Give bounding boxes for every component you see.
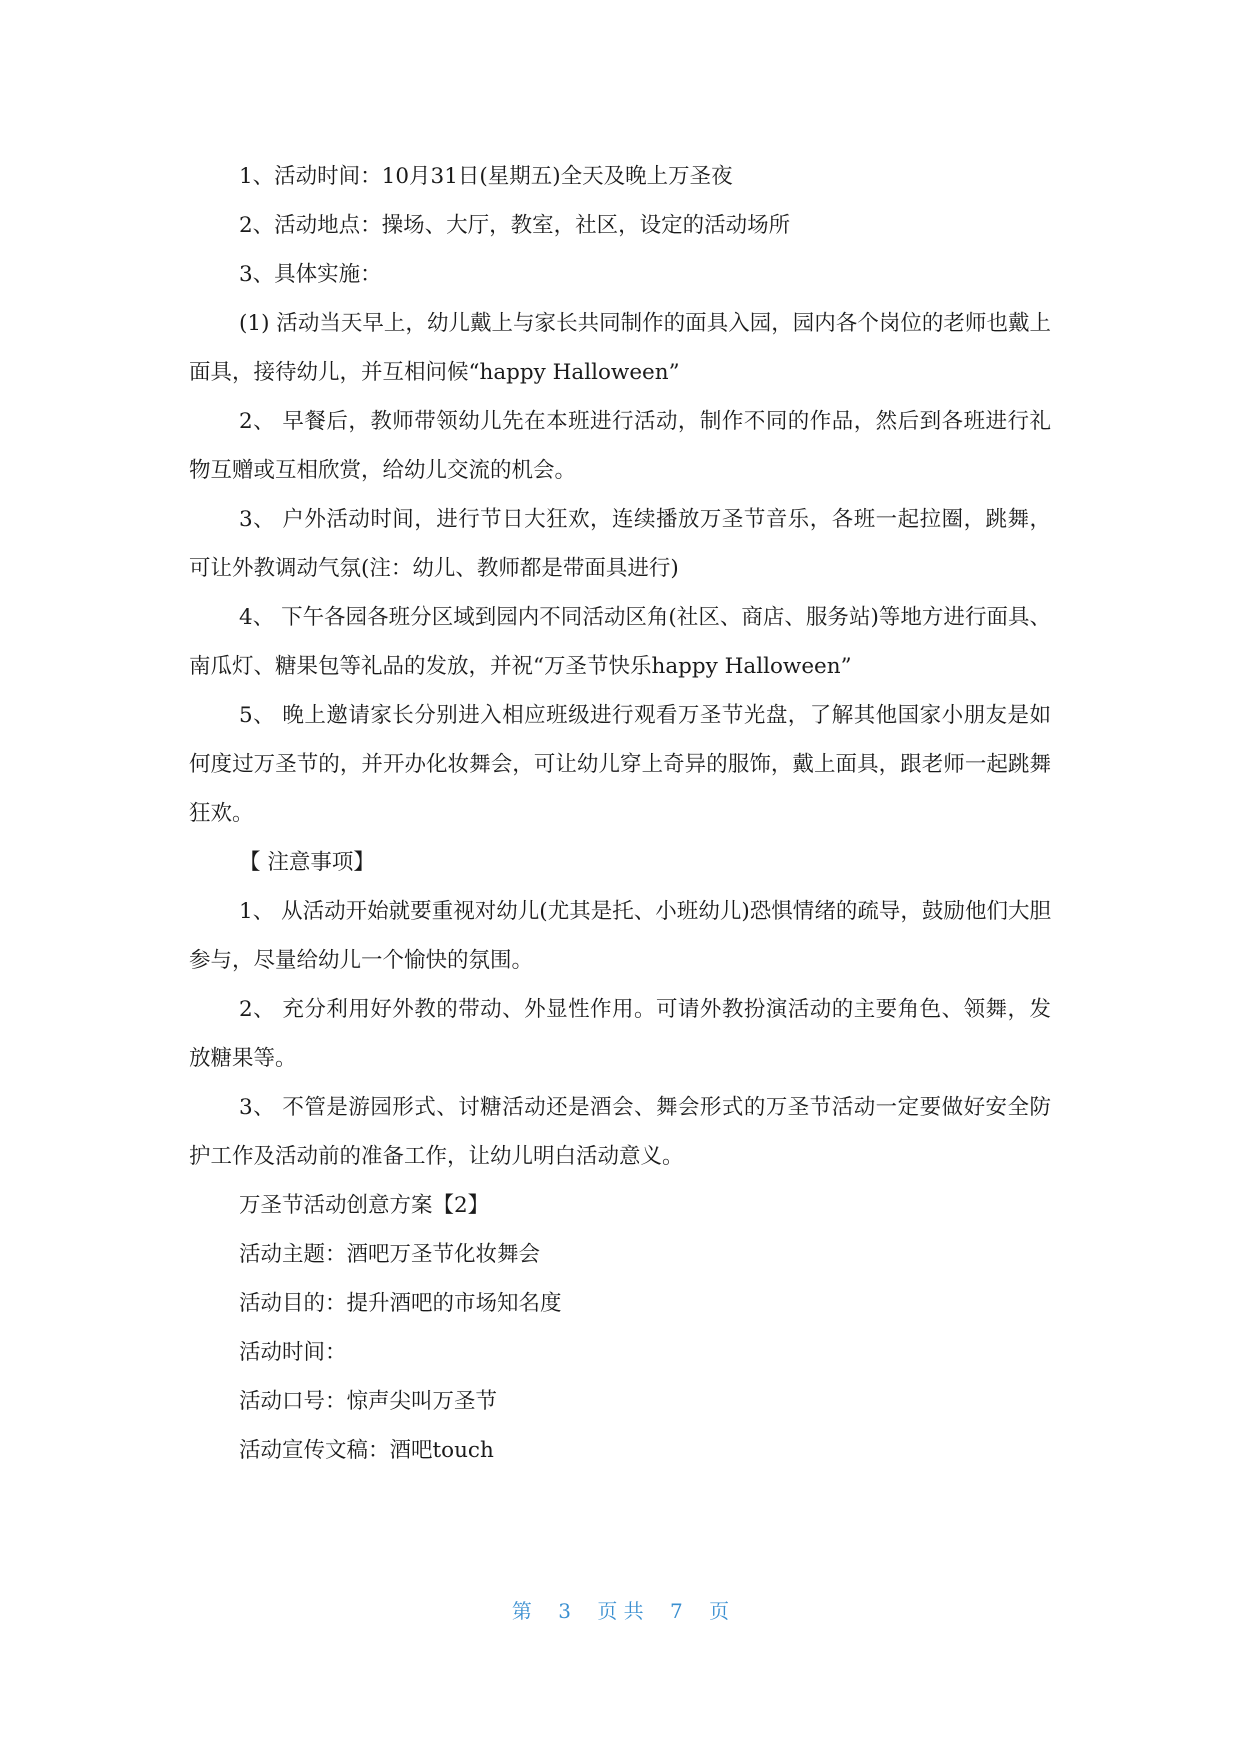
footer-label-total: 页 共 (597, 1599, 644, 1623)
page-footer (0, 1595, 1241, 1624)
paragraph-note-2: 2、 充分利用好外教的带动、外显性作用。可请外教扮演活动的主要角色、领舞，发放糖果等。 (189, 997, 1051, 1071)
paragraph-implementation-heading: 3、具体实施： (239, 262, 382, 287)
paragraph-promo-text: 活动宣传文稿：酒吧touch (239, 1438, 494, 1463)
footer-current-page: 3 (558, 1599, 571, 1623)
paragraph-theme: 活动主题：酒吧万圣节化妆舞会 (239, 1242, 541, 1267)
paragraph-step-2: 2、 早餐后，教师带领幼儿先在本班进行活动，制作不同的作品，然后到各班进行礼物互赠或互相欣赏，给幼儿交流的机会。 (189, 409, 1051, 483)
paragraph-step-1: (1) 活动当天早上，幼儿戴上与家长共同制作的面具入园，园内各个岗位的老师也戴上面具，接待幼儿，并互相问候“happy Halloween” (189, 311, 1051, 385)
footer-label-end: 页 (709, 1599, 730, 1623)
footer-total-pages: 7 (670, 1599, 683, 1623)
paragraph-time: 活动时间： (239, 1340, 347, 1365)
paragraph-step-4: 4、 下午各园各班分区域到园内不同活动区角(社区、商店、服务站)等地方进行面具、南瓜灯、糖果包等礼品的发放，并祝“万圣节快乐happy Halloween” (189, 605, 1051, 679)
section-heading-notes: 【 注意事项】 (239, 850, 375, 875)
paragraph-step-3: 3、 户外活动时间，进行节日大狂欢，连续播放万圣节音乐，各班一起拉圈，跳舞，可让外教调动气氛(注：幼儿、教师都是带面具进行) (189, 507, 1051, 581)
paragraph-activity-location: 2、活动地点：操场、大厅，教室，社区，设定的活动场所 (239, 213, 791, 238)
document-body (189, 152, 1051, 1475)
paragraph-step-5: 5、 晚上邀请家长分别进入相应班级进行观看万圣节光盘，了解其他国家小朋友是如何度过万圣节的，并开办化妆舞会，可让幼儿穿上奇异的服饰，戴上面具，跟老师一起跳舞狂欢。 (189, 703, 1051, 826)
paragraph-note-1: 1、 从活动开始就要重视对幼儿(尤其是托、小班幼儿)恐惧情绪的疏导，鼓励他们大胆参与，尽量给幼儿一个愉快的氛围。 (189, 899, 1051, 973)
paragraph-note-3: 3、 不管是游园形式、讨糖活动还是酒会、舞会形式的万圣节活动一定要做好安全防护工作及活动前的准备工作，让幼儿明白活动意义。 (189, 1095, 1051, 1169)
footer-label-page: 第 (511, 1599, 532, 1623)
paragraph-slogan: 活动口号：惊声尖叫万圣节 (239, 1389, 498, 1414)
paragraph-purpose: 活动目的：提升酒吧的市场知名度 (239, 1291, 562, 1316)
section-heading-plan-2: 万圣节活动创意方案【2】 (239, 1193, 490, 1218)
paragraph-activity-time: 1、活动时间：10月31日(星期五)全天及晚上万圣夜 (239, 164, 733, 189)
